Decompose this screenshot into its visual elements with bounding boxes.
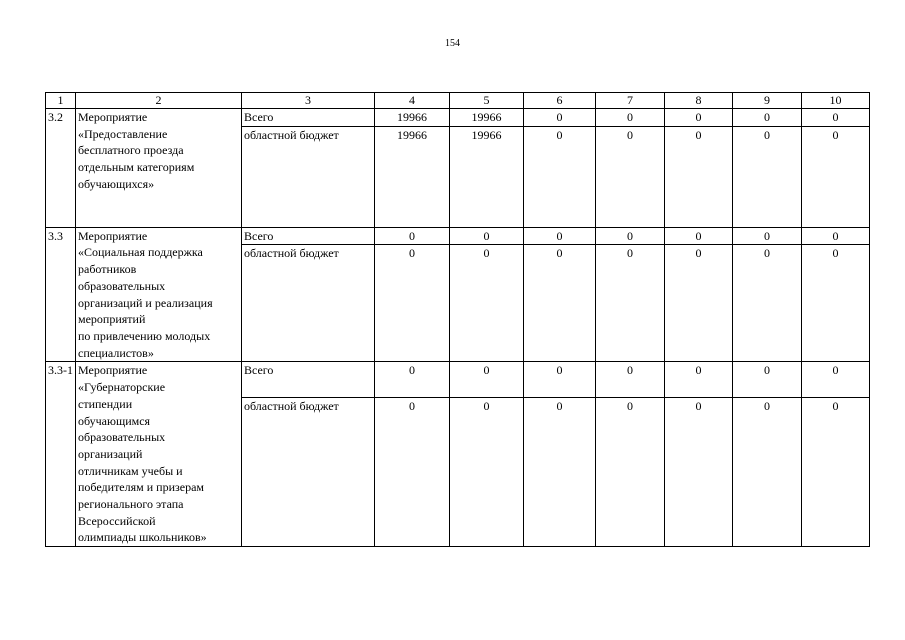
row-code: 3.3-1 xyxy=(46,362,76,547)
value-cell: 0 xyxy=(524,109,596,127)
measure-name-line: Мероприятие xyxy=(78,228,148,243)
value-cell: 0 xyxy=(375,362,450,398)
header-cell: 8 xyxy=(665,93,733,109)
value-cell: 19966 xyxy=(375,109,450,127)
value-cell: 0 xyxy=(375,227,450,245)
value-cell: 0 xyxy=(665,245,733,362)
value-cell: 0 xyxy=(665,227,733,245)
table-row xyxy=(46,227,870,245)
funding-source: Всего xyxy=(242,109,375,127)
value-cell: 0 xyxy=(665,398,733,547)
value-cell: 0 xyxy=(733,398,802,547)
measure-name-line: победителям и призерам xyxy=(78,480,204,495)
measure-name-line: организаций и реализация xyxy=(78,295,213,310)
header-cell: 5 xyxy=(450,93,524,109)
value-cell: 0 xyxy=(802,245,870,362)
measure-name-line: отдельным категориям xyxy=(78,160,195,175)
header-cell: 7 xyxy=(596,93,665,109)
funding-source: Всего xyxy=(242,362,375,398)
measure-name-line: стипендии xyxy=(78,396,133,411)
header-cell: 4 xyxy=(375,93,450,109)
value-cell: 0 xyxy=(450,398,524,547)
value-cell: 0 xyxy=(596,109,665,127)
value-cell: 0 xyxy=(450,227,524,245)
value-cell: 0 xyxy=(596,245,665,362)
value-cell: 19966 xyxy=(450,109,524,127)
measure-name-line: образовательных xyxy=(78,278,166,293)
measure-name-line: работников xyxy=(78,262,137,277)
value-cell: 0 xyxy=(802,398,870,547)
funding-source: Всего xyxy=(242,227,375,245)
measure-name-line: обучающихся» xyxy=(78,176,155,191)
funding-source: областной бюджет xyxy=(242,398,375,547)
header-cell: 9 xyxy=(733,93,802,109)
funding-source: областной бюджет xyxy=(242,245,375,362)
value-cell: 0 xyxy=(524,245,596,362)
value-cell: 0 xyxy=(802,126,870,227)
value-cell: 0 xyxy=(665,126,733,227)
value-cell: 0 xyxy=(596,227,665,245)
value-cell: 19966 xyxy=(450,126,524,227)
value-cell: 0 xyxy=(802,362,870,398)
value-cell: 0 xyxy=(524,362,596,398)
value-cell: 0 xyxy=(802,109,870,127)
header-cell: 3 xyxy=(242,93,375,109)
measure-name-line: мероприятий xyxy=(78,312,146,327)
measure-name-line: бесплатного проезда xyxy=(78,143,184,158)
value-cell: 0 xyxy=(665,109,733,127)
measure-name-line: «Предоставление xyxy=(78,126,168,141)
value-cell: 0 xyxy=(596,398,665,547)
value-cell: 0 xyxy=(665,362,733,398)
measure-name-line: отличникам учебы и xyxy=(78,463,183,478)
header-row xyxy=(46,93,870,109)
funding-source: областной бюджет xyxy=(242,126,375,227)
row-code: 3.3 xyxy=(46,227,76,362)
value-cell: 0 xyxy=(375,398,450,547)
measure-name xyxy=(76,227,242,362)
measure-name xyxy=(76,109,242,228)
measure-name-line: Мероприятие xyxy=(78,363,148,378)
value-cell: 0 xyxy=(733,362,802,398)
value-cell: 0 xyxy=(802,227,870,245)
value-cell: 0 xyxy=(596,362,665,398)
value-cell: 0 xyxy=(450,245,524,362)
measure-name-line: специалистов» xyxy=(78,345,154,360)
measure-name-line: «Губернаторские xyxy=(78,380,166,395)
value-cell: 0 xyxy=(596,126,665,227)
measure-name-line: образовательных xyxy=(78,430,166,445)
header-cell: 10 xyxy=(802,93,870,109)
table-row xyxy=(46,109,870,127)
value-cell: 19966 xyxy=(375,126,450,227)
value-cell: 0 xyxy=(450,362,524,398)
value-cell: 0 xyxy=(524,398,596,547)
budget-table xyxy=(45,92,870,547)
value-cell: 0 xyxy=(733,126,802,227)
value-cell: 0 xyxy=(733,227,802,245)
header-cell: 1 xyxy=(46,93,76,109)
measure-name-line: обучающимся xyxy=(78,413,151,428)
measure-name-line: Мероприятие xyxy=(78,110,148,124)
measure-name-line: «Социальная поддержка xyxy=(78,245,203,260)
measure-name-line: по привлечению молодых xyxy=(78,328,211,343)
measure-name-line: регионального этапа xyxy=(78,497,184,512)
measure-name-line: организаций xyxy=(78,446,143,461)
table-row xyxy=(46,362,870,398)
value-cell: 0 xyxy=(524,227,596,245)
page-number: 154 xyxy=(445,38,460,49)
value-cell: 0 xyxy=(733,109,802,127)
value-cell: 0 xyxy=(524,126,596,227)
measure-name-line: Всероссийской xyxy=(78,513,156,528)
header-cell: 6 xyxy=(524,93,596,109)
value-cell: 0 xyxy=(733,245,802,362)
value-cell: 0 xyxy=(375,245,450,362)
row-code: 3.2 xyxy=(46,109,76,228)
measure-name xyxy=(76,362,242,547)
measure-name-line: олимпиады школьников» xyxy=(78,530,207,545)
header-cell: 2 xyxy=(76,93,242,109)
